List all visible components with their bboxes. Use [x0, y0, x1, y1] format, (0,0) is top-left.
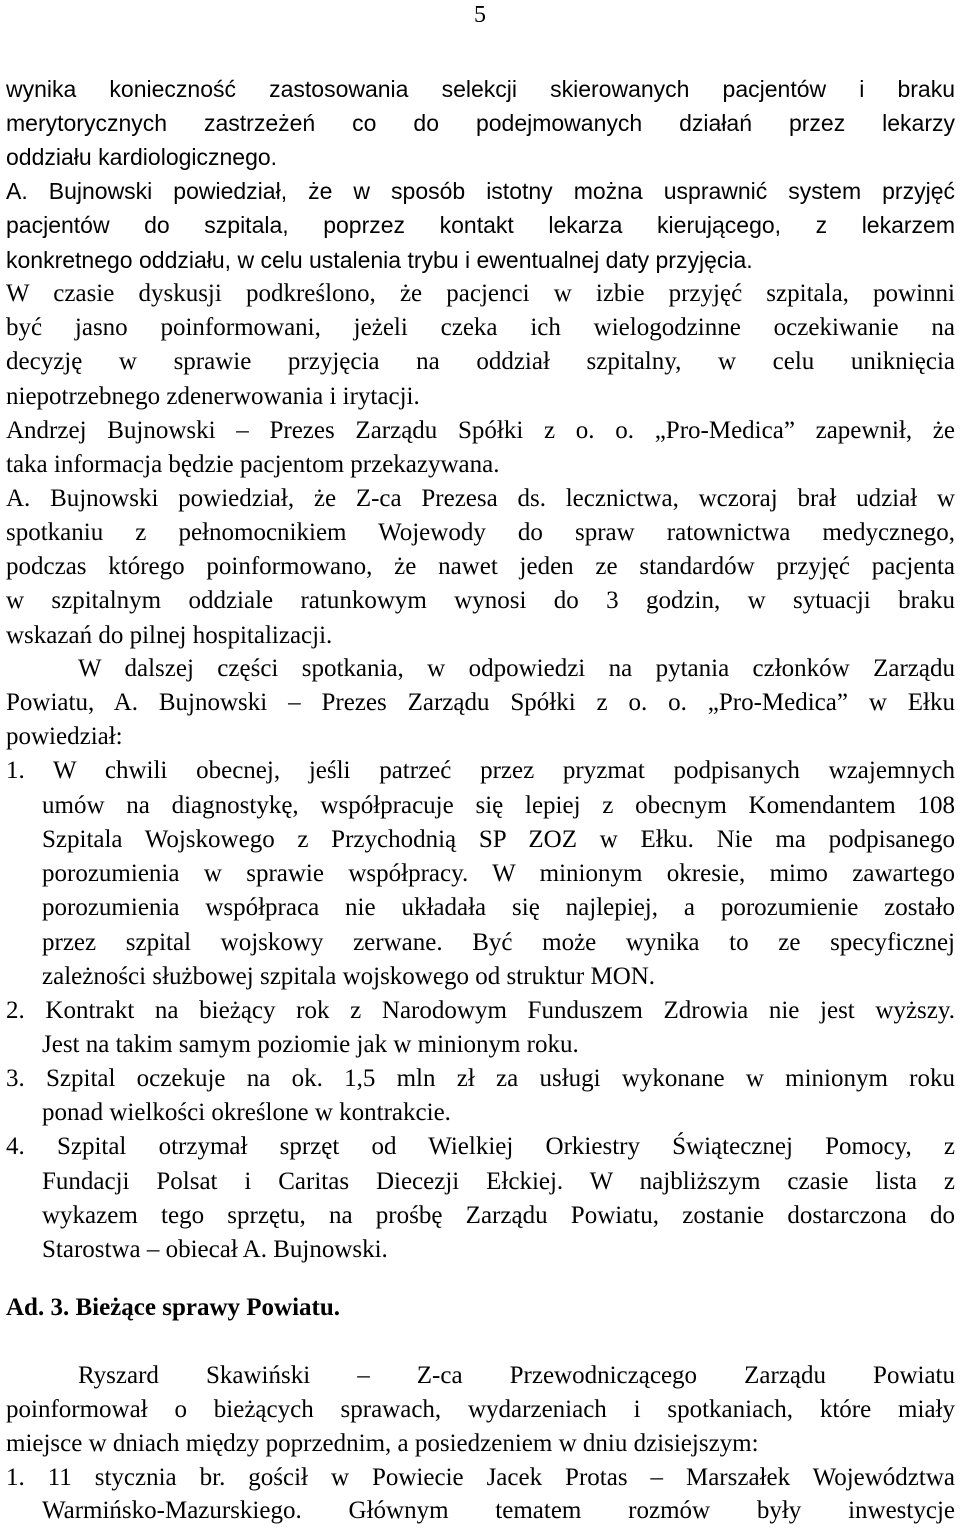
text-line: decyzję w sprawie przyjęcia na oddział szpitalny, w celu uniknięcia: [6, 348, 955, 375]
text-line: powiedział:: [6, 723, 123, 750]
list-item-line: 3. Szpital oczekuje na ok. 1,5 mln zł za usługi wykonane w minionym roku: [6, 1065, 955, 1092]
list-item-line: przez szpital wojskowy zerwane. Być może wynika to ze specyficznej: [42, 929, 955, 956]
list-item-line: 1. W chwili obecnej, jeśli patrzeć przez pryzmat podpisanych wzajemnych: [6, 757, 955, 784]
list-item-line: ponad wielkości określone w kontrakcie.: [42, 1099, 451, 1126]
list-item-line: Starostwa – obiecał A. Bujnowski.: [42, 1236, 388, 1263]
list-item-line: umów na diagnostykę, współpracuje się lepiej z obecnym Komendantem 108: [42, 792, 955, 819]
list-item-line: 1. 11 stycznia br. gościł w Powiecie Jacek Protas – Marszałek Województwa: [6, 1464, 955, 1491]
list-item-line: 2. Kontrakt na bieżący rok z Narodowym Funduszem Zdrowia nie jest wyższy.: [6, 997, 955, 1024]
list-item-line: Jest na takim samym poziomie jak w minionym roku.: [42, 1031, 579, 1058]
text-line: spotkaniu z pełnomocnikiem Wojewody do spraw ratownictwa medycznego,: [6, 519, 955, 546]
page-number: 5: [474, 2, 486, 28]
text-line: konkretnego oddziału, w celu ustalenia trybu i ewentualnej daty przyjęcia.: [6, 247, 753, 273]
text-line: taka informacja będzie pacjentom przekazywana.: [6, 451, 500, 478]
text-line: w szpitalnym oddziale ratunkowym wynosi do 3 godzin, w sytuacji braku: [6, 587, 955, 614]
text-line: merytorycznych zastrzeżeń co do podejmowanych działań przez lekarzy: [6, 110, 955, 136]
text-line: wynika konieczność zastosowania selekcji skierowanych pacjentów i braku: [6, 76, 955, 102]
text-line: niepotrzebnego zdenerwowania i irytacji.: [6, 383, 420, 410]
list-item-line: 4. Szpital otrzymał sprzęt od Wielkiej Orkiestry Świątecznej Pomocy, z: [6, 1133, 955, 1160]
list-item-line: zależności służbowej szpitala wojskowego od struktur MON.: [42, 963, 656, 990]
text-line: być jasno poinformowani, jeżeli czeka ich wielogodzinne oczekiwanie na: [6, 314, 955, 341]
text-line: A. Bujnowski powiedział, że Z-ca Prezesa ds. lecznictwa, wczoraj brał udział w: [6, 485, 955, 512]
text-line: pacjentów do szpitala, poprzez kontakt lekarza kierującego, z lekarzem: [6, 212, 955, 238]
text-line: W czasie dyskusji podkreślono, że pacjenci w izbie przyjęć szpitala, powinni: [6, 280, 955, 307]
text-line: Ryszard Skawiński – Z-ca Przewodniczącego Zarządu Powiatu: [78, 1362, 955, 1389]
text-line: oddziału kardiologicznego.: [6, 144, 278, 170]
text-line: W dalszej części spotkania, w odpowiedzi na pytania członków Zarządu: [78, 655, 955, 682]
list-item-line: wykazem tego sprzętu, na prośbę Zarządu Powiatu, zostanie dostarczona do: [42, 1202, 955, 1229]
text-line: podczas którego poinformowano, że nawet jeden ze standardów przyjęć pacjenta: [6, 553, 955, 580]
text-line: miejsce w dniach między poprzednim, a posiedzeniem w dniu dzisiejszym:: [6, 1430, 759, 1457]
section-heading: Ad. 3. Bieżące sprawy Powiatu.: [6, 1294, 340, 1321]
list-item-line: Fundacji Polsat i Caritas Diecezji Ełckiej. W najbliższym czasie lista z: [42, 1168, 955, 1195]
text-line: wskazań do pilnej hospitalizacji.: [6, 622, 333, 649]
list-item-line: Szpitala Wojskowego z Przychodnią SP ZOZ w Ełku. Nie ma podpisanego: [42, 826, 955, 853]
list-item-line: Warmińsko-Mazurskiego. Głównym tematem rozmów były inwestycje: [42, 1497, 955, 1524]
text-line: Powiatu, A. Bujnowski – Prezes Zarządu Spółki z o. o. „Pro-Medica” w Ełku: [6, 689, 955, 716]
list-item-line: porozumienia w sprawie współpracy. W minionym okresie, mimo zawartego: [42, 860, 955, 887]
text-line: poinformował o bieżących sprawach, wydarzeniach i spotkaniach, które miały: [6, 1396, 955, 1423]
text-line: A. Bujnowski powiedział, że w sposób istotny można usprawnić system przyjęć: [6, 178, 955, 204]
list-item-line: porozumienia współpraca nie układała się najlepiej, a porozumienie zostało: [42, 894, 955, 921]
text-line: Andrzej Bujnowski – Prezes Zarządu Spółki z o. o. „Pro-Medica” zapewnił, że: [6, 417, 955, 444]
